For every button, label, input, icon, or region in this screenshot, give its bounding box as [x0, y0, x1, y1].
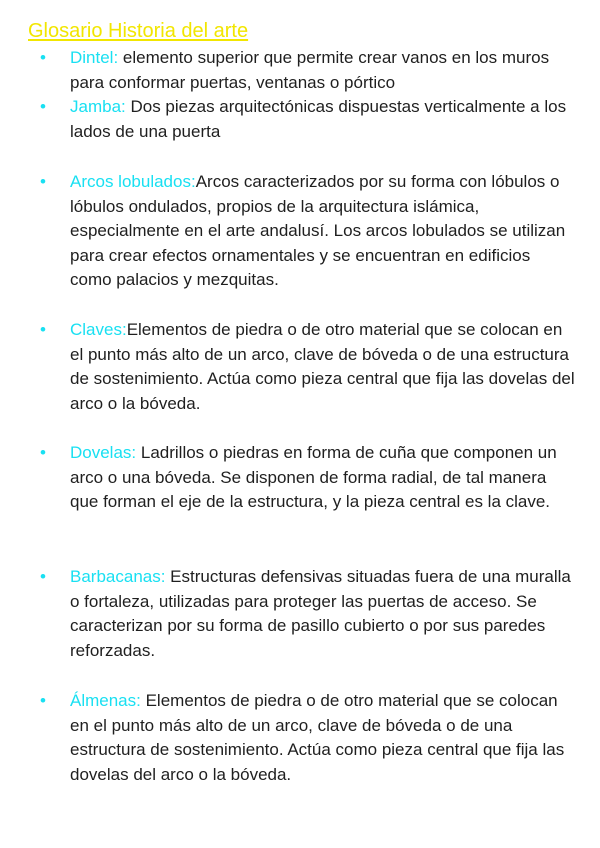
list-item	[40, 318, 575, 416]
glossary-definition: Arcos caracterizados por su forma con lóbulos o lóbulos ondulados, propios de la arquitectura islámica, especialmente en el arte andalusí. Los arcos lobulados se utilizan para crear efectos ornamentales y se encuentran en edificios como palacios y mezquitas.	[70, 172, 566, 290]
bullet-icon: •	[40, 567, 46, 586]
glossary-definition: Elementos de piedra o de otro material que se colocan en el punto más alto de un arco, clave de bóveda o de una estructura de sostenimiento. Actúa como pieza central que fija las dovelas del arco o la bóveda.	[70, 691, 565, 784]
glossary-term: Álmenas:	[70, 691, 141, 710]
bullet-icon: •	[40, 97, 46, 116]
glossary-definition: Estructuras defensivas situadas fuera de una muralla o fortaleza, utilizadas para proteger las puertas de acceso. Se caracterizan por su forma de pasillo cubierto o por sus paredes reforzadas.	[70, 567, 571, 660]
list-item	[40, 689, 575, 787]
glossary-term: Arcos lobulados:	[70, 172, 196, 191]
glossary-definition: Ladrillos o piedras en forma de cuña que componen un arco o una bóveda. Se disponen de forma radial, de tal manera que forman el eje de la estructura, y la pieza central es la clave.	[70, 443, 557, 512]
page-title: Glosario Historia del arte	[28, 20, 249, 42]
glossary-definition: Dos piezas arquitectónicas dispuestas verticalmente a los lados de una puerta	[70, 97, 567, 141]
list-item	[40, 441, 575, 515]
bullet-icon: •	[40, 691, 46, 710]
list-item	[40, 95, 575, 144]
glossary-term: Dintel:	[70, 48, 119, 67]
glossary-term: Jamba:	[70, 97, 126, 116]
bullet-icon: •	[40, 48, 46, 67]
glossary-term: Dovelas:	[70, 443, 137, 462]
list-item	[40, 170, 575, 293]
glossary-term: Barbacanas:	[70, 567, 166, 586]
bullet-icon: •	[40, 320, 46, 339]
glossary-term: Claves:	[70, 320, 127, 339]
list-item	[40, 46, 575, 95]
glossary-definition: elemento superior que permite crear vanos en los muros para conformar puertas, ventanas o pórtico	[70, 48, 550, 92]
glossary-definition: Elementos de piedra o de otro material que se colocan en el punto más alto de un arco, clave de bóveda o de una estructura de sostenimiento. Actúa como pieza central que fija las dovelas del arco o la bóveda.	[70, 320, 575, 413]
bullet-icon: •	[40, 443, 46, 462]
bullet-icon: •	[40, 172, 46, 191]
list-item	[40, 565, 575, 663]
